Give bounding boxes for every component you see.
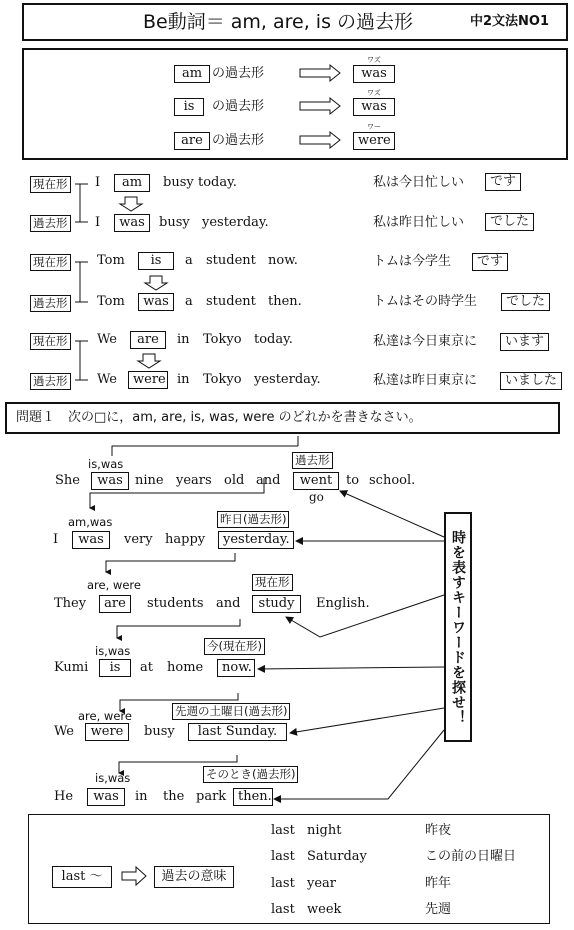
answer-box[interactable]: was bbox=[87, 788, 125, 806]
translation: トムはその時学生 bbox=[373, 294, 478, 309]
answer-box[interactable]: is bbox=[99, 659, 131, 677]
translation: 私は今日忙しい bbox=[373, 175, 465, 190]
translation: この前の日曜日 bbox=[425, 849, 517, 864]
word: the bbox=[163, 789, 185, 804]
answer-hint: is,was bbox=[95, 644, 131, 658]
answer-box[interactable]: are bbox=[99, 595, 131, 613]
present-verb: is bbox=[138, 252, 174, 270]
word: park bbox=[196, 789, 227, 804]
word: week bbox=[307, 902, 342, 917]
reading: ワズ bbox=[367, 56, 381, 64]
word: busy bbox=[159, 215, 190, 230]
word: and bbox=[216, 596, 241, 611]
subject: Tom bbox=[97, 294, 125, 309]
word: nine bbox=[135, 473, 164, 488]
word: and bbox=[256, 473, 281, 488]
subject: They bbox=[54, 596, 87, 611]
present-tense-label: 現在形 bbox=[30, 254, 71, 271]
translation: 私達は昨日東京に bbox=[373, 373, 478, 388]
present-verb: are bbox=[130, 331, 166, 349]
subject: Tom bbox=[97, 253, 125, 268]
conversion-suffix: の過去形 bbox=[212, 133, 265, 148]
last-formula: last ～ bbox=[52, 866, 112, 888]
word: last bbox=[271, 823, 295, 838]
word: today. bbox=[198, 175, 237, 190]
keyword: went bbox=[293, 472, 339, 490]
word: Tokyo bbox=[203, 332, 242, 347]
present-tense-label: 現在形 bbox=[30, 333, 71, 350]
subject: He bbox=[54, 789, 74, 804]
past-verb: was bbox=[138, 293, 174, 311]
translation: 昨年 bbox=[425, 876, 452, 891]
word: English. bbox=[316, 596, 370, 611]
conversion-box bbox=[22, 48, 568, 160]
word: home bbox=[167, 660, 204, 675]
subject: I bbox=[95, 175, 101, 190]
keyword-label: 昨日(過去形) bbox=[217, 511, 289, 528]
subject: We bbox=[97, 332, 117, 347]
keyword: last Sunday. bbox=[188, 723, 287, 741]
translation: 私達は今日東京に bbox=[373, 334, 478, 349]
subject: I bbox=[95, 215, 101, 230]
word: very bbox=[124, 532, 153, 547]
word: student bbox=[206, 253, 256, 268]
translation-ending: です bbox=[485, 173, 521, 191]
word: now. bbox=[268, 253, 298, 268]
past-tense-label: 過去形 bbox=[30, 215, 71, 232]
word: school. bbox=[369, 473, 416, 488]
word: in bbox=[177, 332, 190, 347]
keyword: then. bbox=[233, 788, 273, 806]
conversion-suffix: の過去形 bbox=[212, 99, 265, 114]
keyword: yesterday. bbox=[218, 531, 294, 549]
base-verb: are bbox=[174, 132, 210, 150]
answer-hint: are, were bbox=[78, 709, 132, 723]
keyword-label: 今(現在形) bbox=[204, 638, 265, 655]
present-tense-label: 現在形 bbox=[30, 176, 71, 193]
past-meaning: 過去の意味 bbox=[154, 866, 234, 888]
subject: We bbox=[54, 724, 74, 739]
reading: ワズ bbox=[367, 89, 381, 97]
keyword-label: そのとき(過去形) bbox=[203, 766, 298, 783]
word: last bbox=[271, 902, 295, 917]
base-verb: is bbox=[174, 98, 204, 116]
word: night bbox=[307, 823, 342, 838]
present-verb: am bbox=[114, 174, 150, 192]
word: last bbox=[271, 876, 295, 891]
word: year bbox=[307, 876, 337, 891]
answer-hint: are, were bbox=[87, 578, 141, 592]
word: in bbox=[135, 789, 148, 804]
word: busy bbox=[144, 724, 175, 739]
answer-hint: is,was bbox=[95, 771, 131, 785]
past-verb: was bbox=[353, 65, 395, 83]
keyword: study bbox=[252, 595, 301, 613]
reading: ワー bbox=[367, 123, 381, 131]
translation: 先週 bbox=[425, 902, 452, 917]
word: happy bbox=[165, 532, 206, 547]
translation: 私は昨日忙しい bbox=[373, 215, 465, 230]
translation-ending: います bbox=[500, 333, 549, 351]
word: last bbox=[271, 849, 295, 864]
word: to bbox=[346, 473, 360, 488]
word: old bbox=[224, 473, 245, 488]
base-verb: am bbox=[174, 65, 210, 83]
translation-ending: でした bbox=[485, 213, 534, 231]
word: a bbox=[185, 294, 193, 309]
word: busy bbox=[163, 175, 194, 190]
keyword-label: 先週の土曜日(過去形) bbox=[172, 703, 290, 720]
word: yesterday. bbox=[202, 215, 269, 230]
translation: 昨夜 bbox=[425, 823, 452, 838]
past-tense-label: 過去形 bbox=[30, 295, 71, 312]
word: student bbox=[206, 294, 256, 309]
translation-ending: いました bbox=[500, 372, 562, 390]
word: students bbox=[147, 596, 204, 611]
conversion-suffix: の過去形 bbox=[212, 66, 265, 81]
keyword: now. bbox=[217, 659, 255, 677]
translation-ending: です bbox=[472, 253, 508, 271]
word: today. bbox=[254, 332, 293, 347]
word: Tokyo bbox=[203, 372, 242, 387]
keyword-label: 現在形 bbox=[252, 574, 293, 591]
subject: I bbox=[53, 532, 59, 547]
past-verb: was bbox=[353, 98, 395, 116]
answer-box[interactable]: was bbox=[91, 472, 129, 490]
subject: She bbox=[55, 473, 80, 488]
answer-hint: is,was bbox=[88, 457, 124, 471]
past-verb: were bbox=[128, 371, 168, 389]
past-verb: were bbox=[353, 132, 395, 150]
word: then. bbox=[268, 294, 302, 309]
keyword-note: go bbox=[309, 490, 324, 504]
translation: トムは今学生 bbox=[373, 254, 452, 269]
page-subtitle: 中2文法NO1 bbox=[470, 14, 550, 29]
answer-box[interactable]: were bbox=[85, 723, 129, 741]
answer-hint: am,was bbox=[68, 515, 113, 529]
page-title: Be動詞＝ am, are, is の過去形 bbox=[143, 11, 414, 33]
word: in bbox=[177, 372, 190, 387]
keyword-label: 過去形 bbox=[292, 452, 333, 469]
translation-ending: でした bbox=[501, 293, 550, 311]
word: yesterday. bbox=[254, 372, 321, 387]
word: at bbox=[140, 660, 153, 675]
subject: Kumi bbox=[54, 660, 89, 675]
keyword-hint: 時を表すキーワードを探せ！ bbox=[450, 530, 466, 725]
answer-box[interactable]: was bbox=[72, 531, 110, 549]
past-tense-label: 過去形 bbox=[30, 373, 71, 390]
subject: We bbox=[97, 372, 117, 387]
problem-heading: 問題１ 次の□に，am, are, is, was, were のどれかを書きなさい。 bbox=[16, 410, 422, 425]
word: Saturday bbox=[307, 849, 367, 864]
word: years bbox=[176, 473, 212, 488]
word: a bbox=[185, 253, 193, 268]
past-verb: was bbox=[114, 214, 150, 232]
